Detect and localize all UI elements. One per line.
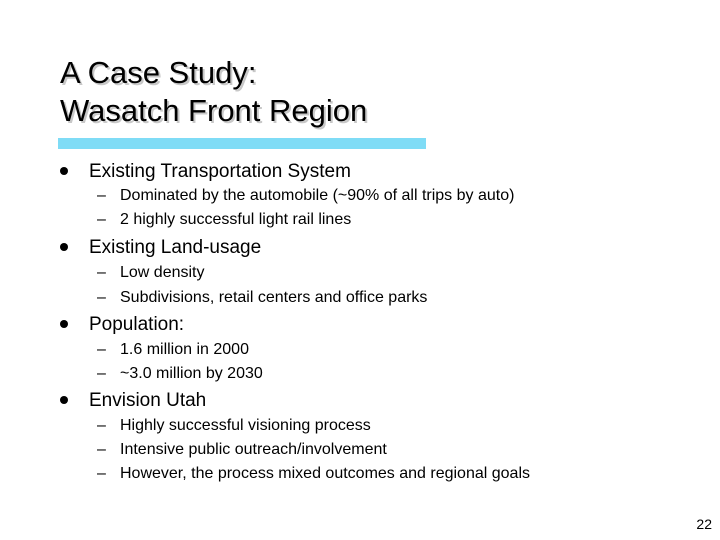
title-line-1: A Case Study: <box>60 55 257 90</box>
dash-icon: – <box>97 289 106 306</box>
sub-bullet-text: Dominated by the automobile (~90% of all trips by auto) <box>120 187 515 204</box>
slide-title <box>60 54 660 130</box>
bullet-text: Existing Transportation System <box>89 161 351 182</box>
bullet-text: Existing Land-usage <box>89 237 262 258</box>
bullet-text: Population: <box>89 314 185 335</box>
dash-icon: – <box>97 465 106 482</box>
sub-bullet-text: Highly successful visioning process <box>120 417 371 434</box>
title-line-2: Wasatch Front Region <box>60 93 368 128</box>
dash-icon: – <box>97 417 106 434</box>
sub-bullet-text: However, the process mixed outcomes and regional goals <box>120 465 530 482</box>
dash-icon: – <box>97 365 106 382</box>
bullet-text: Envision Utah <box>89 390 207 411</box>
bullet-dot-icon <box>60 320 68 328</box>
sub-bullet-text: 2 highly successful light rail lines <box>120 211 352 228</box>
dash-icon: – <box>97 264 106 281</box>
sub-bullet-text: Subdivisions, retail centers and office parks <box>120 289 428 306</box>
title-underline-bar <box>58 138 426 149</box>
sub-bullet-text: Intensive public outreach/involvement <box>120 441 387 458</box>
bullet-dot-icon <box>60 167 68 175</box>
sub-bullet-text: Low density <box>120 264 205 281</box>
sub-bullet-text: ~3.0 million by 2030 <box>120 365 263 382</box>
dash-icon: – <box>97 441 106 458</box>
bullet-dot-icon <box>60 396 68 404</box>
dash-icon: – <box>97 211 106 228</box>
dash-icon: – <box>97 187 106 204</box>
bullet-dot-icon <box>60 243 68 251</box>
page-number: 22 <box>696 516 712 532</box>
dash-icon: – <box>97 341 106 358</box>
sub-bullet-text: 1.6 million in 2000 <box>120 341 249 358</box>
